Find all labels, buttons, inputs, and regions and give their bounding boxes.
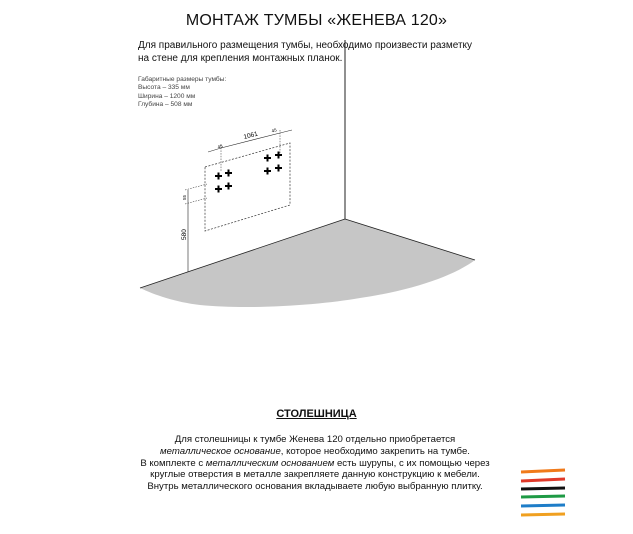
vertical-dimension-top-tick [185,184,207,190]
logo-stripe-blue [521,505,565,506]
cross-icon [215,186,222,193]
height-label: 580 [181,229,188,240]
metal-base-term-2: металлическим основанием [205,457,335,469]
countertop-line-3-start: В комплекте с [140,457,206,469]
countertop-line-4: Внутрь металлического основания вкладываете любую выбранную плитку. [147,481,483,493]
offset-right-line [280,130,292,133]
cross-icon [215,173,222,180]
logo-stripe-red [521,479,565,481]
dimension-width: Ширина – 1200 мм [138,92,196,100]
cross-icon [264,168,271,175]
cross-icon [264,155,271,162]
mount-crosses-right [264,152,282,175]
floor-surface [140,219,475,307]
vertical-small-label: 55 [182,194,187,200]
intro-text: Для правильного размещения тумбы, необходимо произвести разметку на стене для крепления монтажных планок. [138,40,473,64]
metal-base-term: металлическое основание [160,445,281,457]
countertop-description [128,434,502,493]
mount-crosses-left [215,170,232,193]
countertop-line-3 [128,458,502,482]
dimension-depth: Глубина – 508 мм [138,100,193,108]
offset-left-label: 45 [217,143,224,150]
page-title: МОНТАЖ ТУМБЫ «ЖЕНЕВА 120» [185,12,448,29]
countertop-line-3-rest: есть шурупы, с их помощью через круглые отверстия в металле закрепляете данную конструкцию к мебели. [150,457,490,481]
logo-stripe-orange [521,470,565,472]
cross-icon [275,165,282,172]
countertop-line-2-rest: , которое необходимо закрепить на тумбе. [280,445,470,457]
countertop-title: СТОЛЕШНИЦА [276,408,357,420]
width-label: 1061 [242,130,259,141]
dimension-height: Высота – 335 мм [138,84,190,92]
dimensions-heading: Габаритные размеры тумбы: [138,76,227,83]
logo-stripe-yellow [521,514,565,515]
logo-stripe-green [521,496,565,497]
offset-right-label: 45 [271,127,278,134]
countertop-line-1: Для столешницы к тумбе Женева 120 отдельно приобретается [174,434,456,445]
cross-icon [275,152,282,159]
logo-stripe-black [521,488,565,489]
cross-icon [225,183,232,190]
countertop-line-2 [128,446,502,458]
cross-icon [225,170,232,177]
brand-stripes-logo [519,468,567,518]
